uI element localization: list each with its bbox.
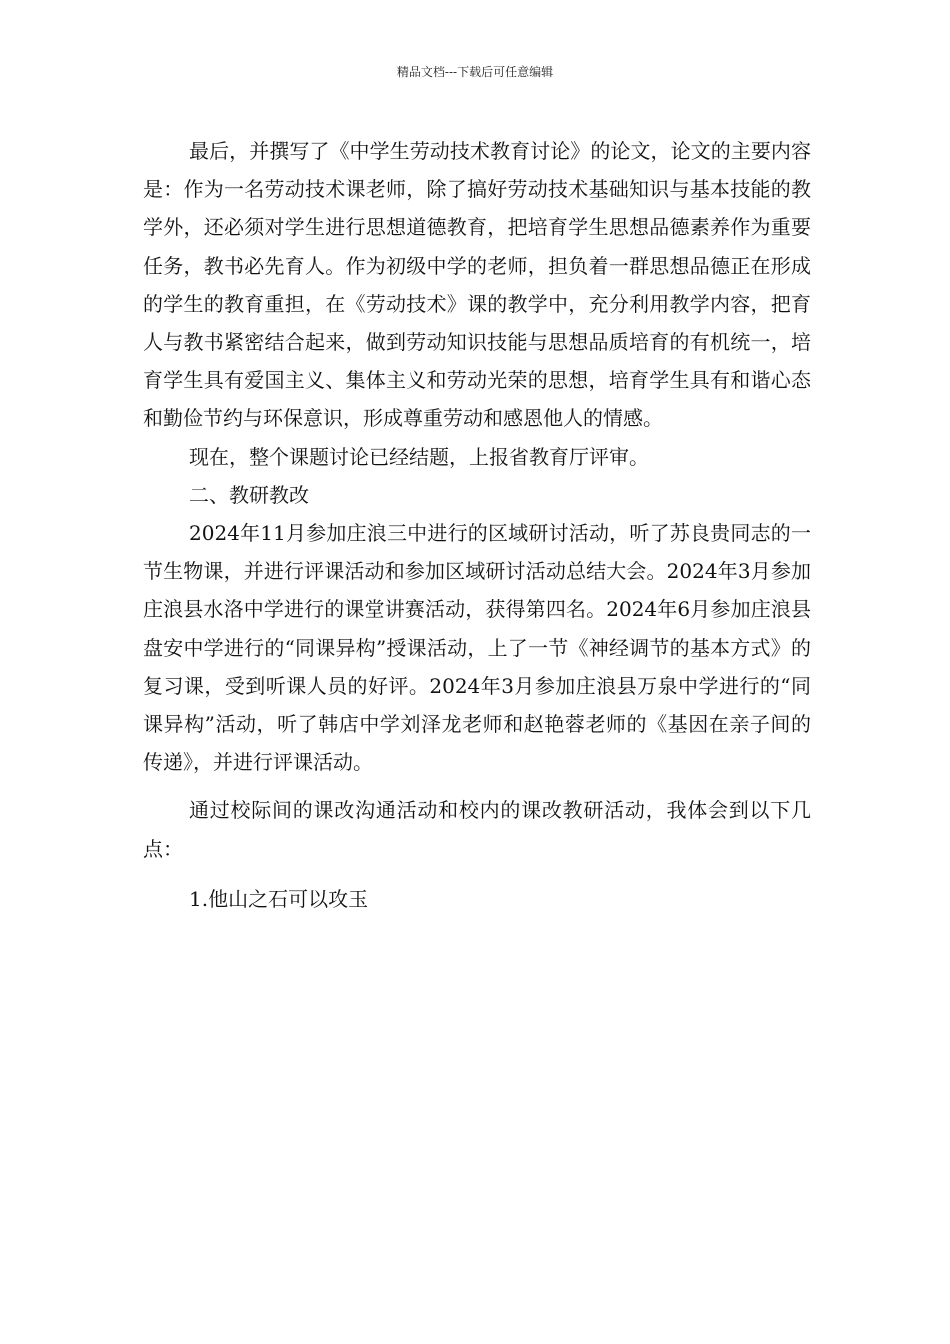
page-header: 精品文档---下载后可任意编辑 <box>396 65 554 79</box>
paragraph-reflection: 通过校际间的课改沟通活动和校内的课改教研活动，我体会到以下几点： <box>143 798 811 861</box>
paragraph-activities: 2024年11月参加庄浪三中进行的区域研讨活动，听了苏良贵同志的一节生物课，并进行评课活动和参加区域研讨活动总结大会。2024年3月参加庄浪县水洛中学进行的课堂讲赛活动，获得第四名。2024年6月参加庄浪县盘安中学进行的“同课异构”授课活动，上了一节《神经调节的基本方式》的复习课，受到听课人员的好评。2024年3月参加庄浪县万泉中学进行的“同课异构”活动，听了韩店中学刘泽龙老师和赵艳蓉老师的《基因在亲子间的传递》，并进行评课活动。 <box>143 521 811 775</box>
list-item-1: 1.他山之石可以攻玉 <box>189 886 369 911</box>
section-heading: 二、教研教改 <box>189 482 309 507</box>
paragraph-thesis: 最后，并撰写了《中学生劳动技术教育讨论》的论文，论文的主要内容是：作为一名劳动技术课老师，除了搞好劳动技术基础知识与基本技能的教学外，还必须对学生进行思想道德教育，把培育学生思想品德素养作为重要任务，教书必先育人。作为初级中学的老师，担负着一群思想品德正在形成的学生的教育重担，在《劳动技术》课的教学中，充分利用教学内容，把育人与教书紧密结合起来，做到劳动知识技能与思想品质培育的有机统一，培育学生具有爱国主义、集体主义和劳动光荣的思想，培育学生具有和谐心态和勤俭节约与环保意识，形成尊重劳动和感恩他人的情感。 <box>143 139 811 431</box>
document-body <box>143 132 811 918</box>
paragraph-status: 现在，整个课题讨论已经结题，上报省教育厅评审。 <box>189 444 649 469</box>
